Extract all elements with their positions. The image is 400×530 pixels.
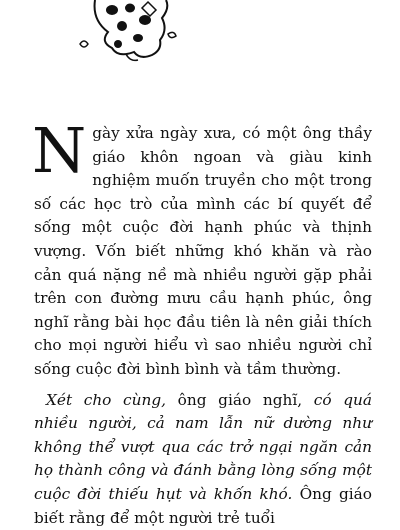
- story-text: [32, 114, 372, 530]
- paragraph-2-italic-middle: có quá nhiều người, cả nam lẫn nữ dường như không thể vượt qua các trở ngại ngăn cản họ thành công và đánh bằng lòng sống một cuộc đời thiếu hụt và khốn khó.: [34, 390, 372, 503]
- paragraph-2: [34, 389, 372, 530]
- paragraph-1: [32, 114, 372, 382]
- paragraph-2-italic-start: Xét cho cùng,: [46, 390, 166, 409]
- paragraph-1-text: gày xửa ngày xưa, có một ông thầy giáo khôn ngoan và giàu kinh nghiệm muốn truyền cho một trong số các học trò của mình các bí quyết để sống một cuộc đời hạnh phúc và thịnh vượng. Vốn biết những khó khăn và rào cản quá nặng nề mà nhiều người gặp phải trên con đường mưu cầu hạnh phúc, ông nghĩ rằng bài học đầu tiên là nên giải thích cho mọi người hiểu vì sao nhiều người chỉ sống cuộc đời bình bình và tầm thường.: [34, 124, 372, 378]
- paragraph-2-normal-2: Ông giáo biết rằng để một người trẻ tuổi: [34, 484, 372, 527]
- dropcap-letter: N: [32, 114, 87, 187]
- ornament-creature-icon: [0, 0, 400, 70]
- paragraph-2-normal-1: ông giáo nghĩ,: [165, 390, 314, 409]
- chapter-illustration: [0, 0, 400, 70]
